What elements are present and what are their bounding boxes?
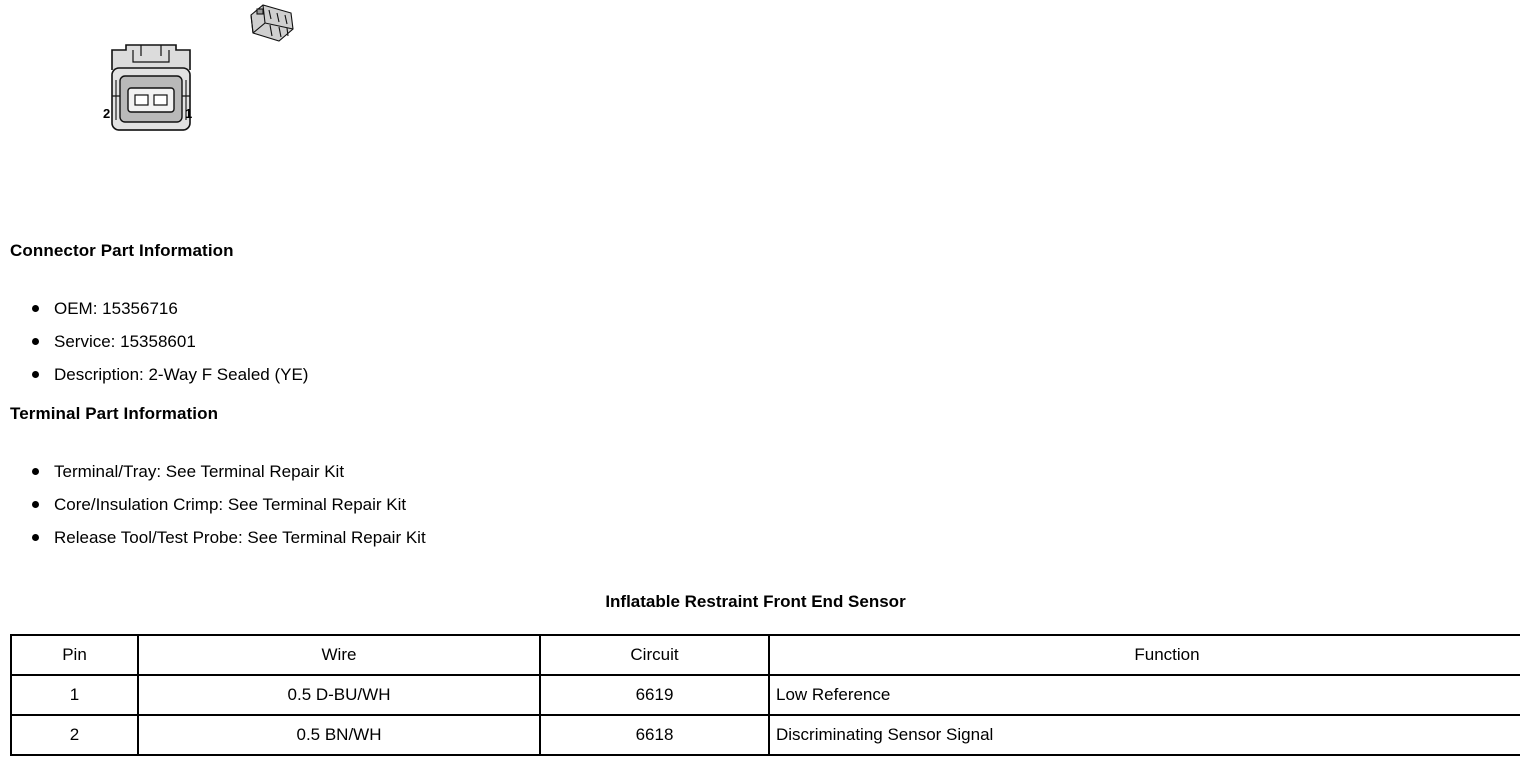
list-item (24, 488, 426, 521)
cell-wire: 0.5 BN/WH (138, 715, 540, 755)
connector-part-information-heading: Connector Part Information (10, 241, 234, 260)
bullet-icon (32, 468, 39, 475)
table-row (11, 715, 1520, 755)
pin-label-2: 2 (103, 106, 111, 121)
column-header-pin: Pin (11, 635, 138, 675)
pin-label-1: 1 (185, 106, 193, 121)
column-header-function: Function (769, 635, 1520, 675)
table-row (11, 675, 1520, 715)
bullet-icon (32, 501, 39, 508)
cell-circuit: 6619 (540, 675, 769, 715)
table-header-row (11, 635, 1520, 675)
cell-circuit: 6618 (540, 715, 769, 755)
bullet-icon (32, 305, 39, 312)
list-item-label: Terminal/Tray: See Terminal Repair Kit (54, 462, 345, 481)
bullet-icon (32, 371, 39, 378)
list-item-label: Core/Insulation Crimp: See Terminal Repair Kit (54, 495, 407, 514)
cell-wire: 0.5 D-BU/WH (138, 675, 540, 715)
two-way-connector-icon (112, 45, 193, 130)
list-item (24, 292, 308, 325)
pin-table (10, 634, 1520, 756)
cell-pin: 1 (11, 675, 138, 715)
list-item (24, 521, 426, 554)
cell-function: Low Reference (769, 675, 1520, 715)
terminal-part-information-list (24, 455, 426, 554)
list-item-label: Service: 15358601 (54, 332, 196, 351)
bullet-icon (32, 338, 39, 345)
list-item (24, 455, 426, 488)
column-header-circuit: Circuit (540, 635, 769, 675)
small-connector-icon (251, 5, 293, 41)
list-item (24, 325, 308, 358)
connector-part-information-list (24, 292, 308, 391)
list-item-label: Release Tool/Test Probe: See Terminal Repair Kit (54, 528, 426, 547)
list-item-label: OEM: 15356716 (54, 299, 178, 318)
bullet-icon (32, 534, 39, 541)
pin-table-wrapper (10, 634, 1510, 756)
connector-illustration (0, 0, 360, 200)
cell-pin: 2 (11, 715, 138, 755)
column-header-wire: Wire (138, 635, 540, 675)
list-item (24, 358, 308, 391)
pin-table-title: Inflatable Restraint Front End Sensor (605, 592, 906, 611)
cell-function: Discriminating Sensor Signal (769, 715, 1520, 755)
list-item-label: Description: 2-Way F Sealed (YE) (54, 365, 309, 384)
terminal-part-information-heading: Terminal Part Information (10, 404, 219, 423)
